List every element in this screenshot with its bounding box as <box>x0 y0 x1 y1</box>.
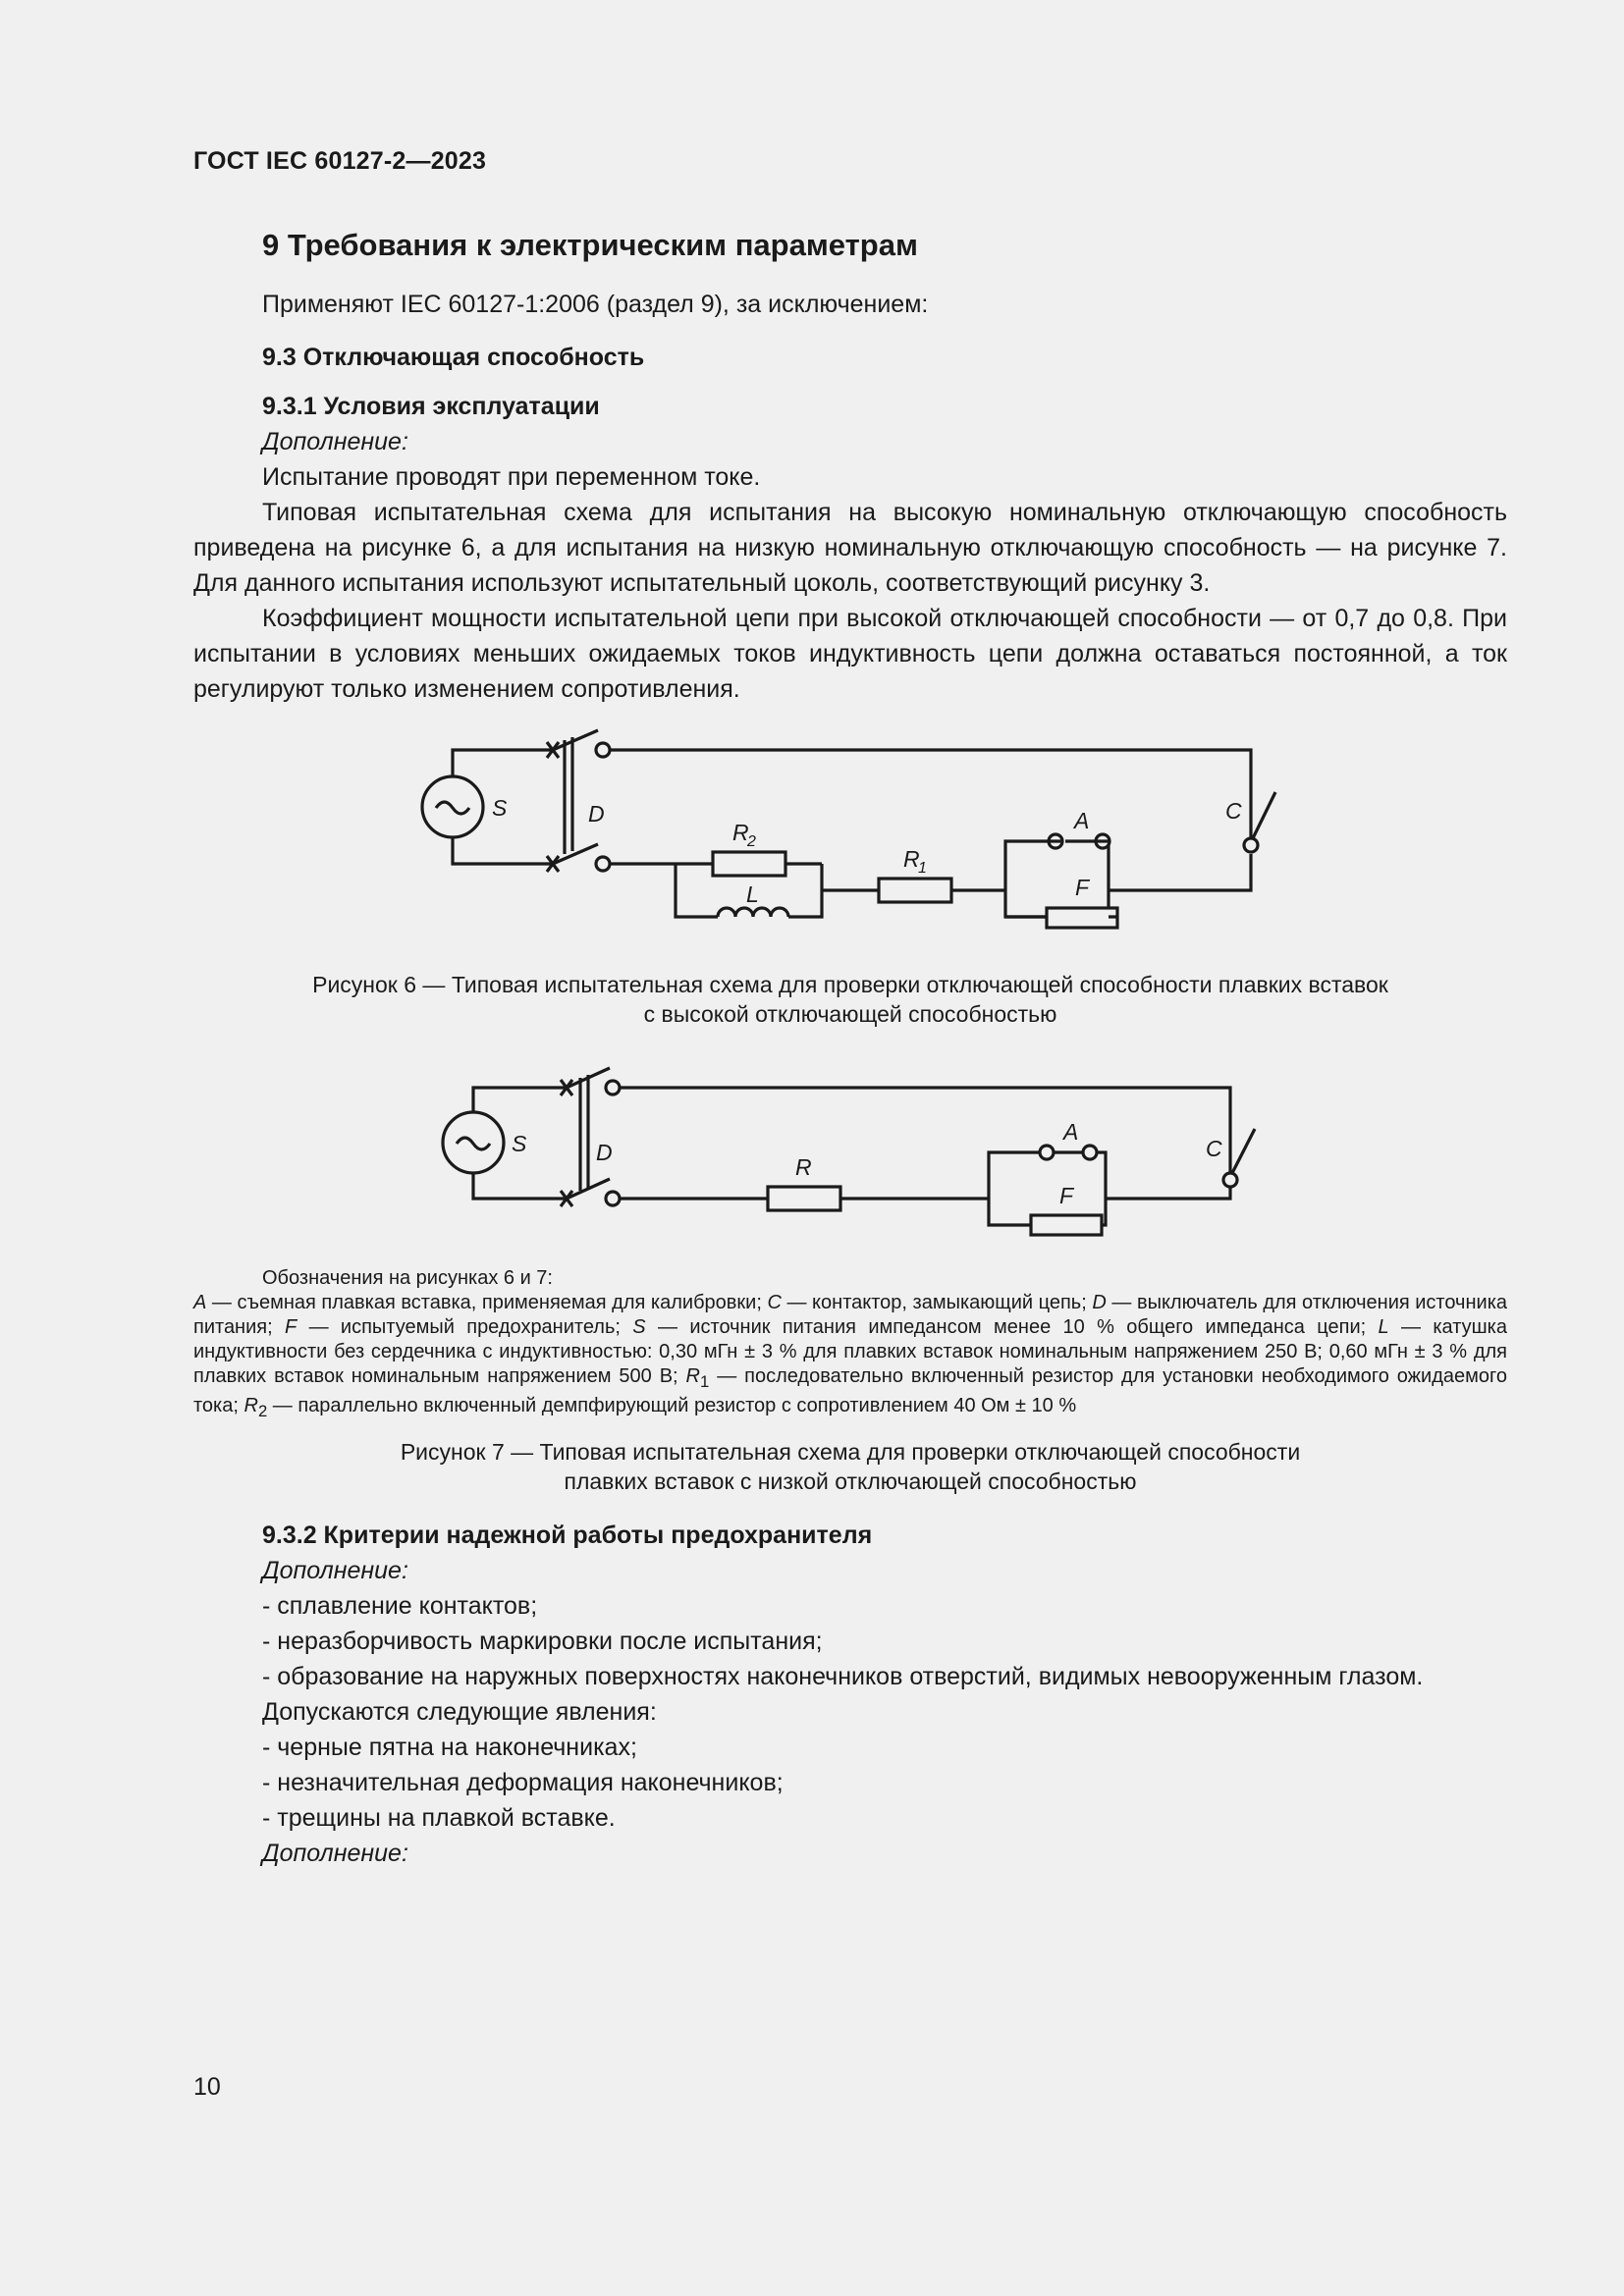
legend-body: A — съемная плавкая вставка, применяемая для калибровки; C — контактор, замыкающий цепь; D — выключатель для отключения источника питания; F — испытуемый предохранитель; S — источник питания импедансом менее 10 % общего импеданса цепи; L — катушка индуктивности без сердечника с индуктивностью: 0,30 мГн ± 3 % для плавких вставок номинальным напряжением 250 В; 0,60 мГн ± 3 % для плавких вставок номинальным напряжением 500 В; $R_1$ — последовательно включенный резистор для установки необходимого ожидаемого тока; $R_2$ — параллельно включенный демпфирующий резистор с сопротивлением 40 Ом ± 10 % <box>193 1292 1508 1420</box>
label-R2-sub: 2 <box>747 833 756 850</box>
circuit-wires <box>620 1152 1230 1225</box>
label-A: A <box>1074 808 1090 833</box>
top-wire <box>610 750 1251 837</box>
addition-label: Дополнение: <box>262 1840 408 1867</box>
section-9-3-1-title: 9.3.1 Условия эксплуатации <box>262 393 600 420</box>
fuse-f <box>1031 1215 1102 1235</box>
contactor-c-contact <box>1244 838 1258 852</box>
label-C: C <box>1225 798 1242 824</box>
resistor-r <box>768 1187 840 1210</box>
a-f-parallel-wires <box>951 841 1251 917</box>
switch-d-contact-bottom <box>606 1192 620 1205</box>
label-R: R <box>795 1154 812 1180</box>
switch-d-x-marks <box>547 742 559 872</box>
addition-label: Дополнение: <box>262 1557 408 1584</box>
label-F: F <box>1075 875 1090 900</box>
switch-d-contact-bottom <box>596 857 610 871</box>
paragraph-test-circuit: Типовая испытательная схема для испытания на высокую номинальную отключающую способность приведена на рисунке 6, а для испытания на низкую номинальную отключающую способность — на рисунке 7. Для данного испытания используют испытательный цоколь, соответствующий рисунку 3. <box>193 499 1507 597</box>
label-R1: R <box>903 846 920 872</box>
figure-7-caption-line-2: плавких вставок с низкой отключающей способностью <box>564 1468 1137 1494</box>
resistor-r1 <box>879 879 951 902</box>
list-item: - трещины на плавкой вставке. <box>262 1804 616 1832</box>
top-wire <box>620 1088 1230 1172</box>
label-D: D <box>588 801 605 827</box>
label-R1-sub: 1 <box>918 860 927 877</box>
list-item: - незначительная деформация наконечников; <box>262 1769 784 1796</box>
contact-a-left <box>1040 1146 1054 1159</box>
document-header: ГОСТ IEC 60127-2—2023 <box>193 147 487 175</box>
section-9-title: 9 Требования к электрическим параметрам <box>262 228 918 262</box>
list-item: - сплавление контактов; <box>262 1592 538 1620</box>
fuse-f <box>1047 908 1117 928</box>
sine-icon <box>457 1138 490 1149</box>
label-R2: R <box>732 820 749 845</box>
list-item: - образование на наружных поверхностях наконечников отверстий, видимых невооруженным глазом. <box>262 1663 1424 1690</box>
switch-d-x-marks <box>561 1080 572 1206</box>
legend-title: Обозначения на рисунках 6 и 7: <box>262 1267 553 1289</box>
figure-7-caption-line-1: Рисунок 7 — Типовая испытательная схема для проверки отключающей способности <box>400 1439 1301 1465</box>
page-number: 10 <box>193 2073 221 2101</box>
switch-d-link <box>565 737 572 854</box>
contactor-c-blade <box>1253 792 1275 838</box>
resistor-r2 <box>713 852 785 876</box>
switch-d-link <box>580 1075 588 1191</box>
figure-legend <box>193 1266 1507 1423</box>
figure-6-caption-line-1: Рисунок 6 — Типовая испытательная схема для проверки отключающей способности плавких вставок <box>312 972 1388 997</box>
addition-label: Дополнение: <box>262 428 408 455</box>
switch-d-contact-top <box>596 743 610 757</box>
contactor-c-blade <box>1232 1129 1255 1173</box>
allowed-phenomena-intro: Допускаются следующие явления: <box>262 1698 657 1726</box>
contactor-c-contact <box>1223 1173 1237 1187</box>
label-S: S <box>492 795 508 821</box>
section-9-intro: Применяют IEC 60127-1:2006 (раздел 9), за исключением: <box>262 291 929 318</box>
label-S: S <box>512 1131 527 1156</box>
label-L: L <box>746 881 759 907</box>
paragraph-ac-test: Испытание проводят при переменном токе. <box>262 463 761 491</box>
page-content <box>193 224 1507 1871</box>
figure-6-caption-line-2: с высокой отключающей способностью <box>643 1001 1057 1027</box>
paragraph-power-factor: Коэффициент мощности испытательной цепи при высокой отключающей способности — от 0,7 до 0,8. При испытании в условиях меньших ожидаемых токов индуктивность цепи должна оставаться постоянной, а ток регулируют только изменением сопротивления. <box>193 605 1507 703</box>
section-9-3-title: 9.3 Отключающая способность <box>262 344 645 371</box>
label-F: F <box>1059 1183 1074 1208</box>
label-A: A <box>1063 1119 1079 1145</box>
list-item: - неразборчивость маркировки после испытания; <box>262 1628 823 1655</box>
switch-d-contact-top <box>606 1081 620 1095</box>
list-item: - черные пятна на наконечниках; <box>262 1734 637 1761</box>
sine-icon <box>436 802 469 814</box>
contact-a-right <box>1083 1146 1097 1159</box>
label-D: D <box>596 1140 613 1165</box>
label-C: C <box>1206 1136 1222 1161</box>
figure-7-circuit <box>193 1054 1507 1260</box>
switch-d-blades <box>553 730 598 864</box>
figure-6-circuit <box>193 721 1507 966</box>
section-9-3-2-title: 9.3.2 Критерии надежной работы предохранителя <box>262 1522 873 1549</box>
